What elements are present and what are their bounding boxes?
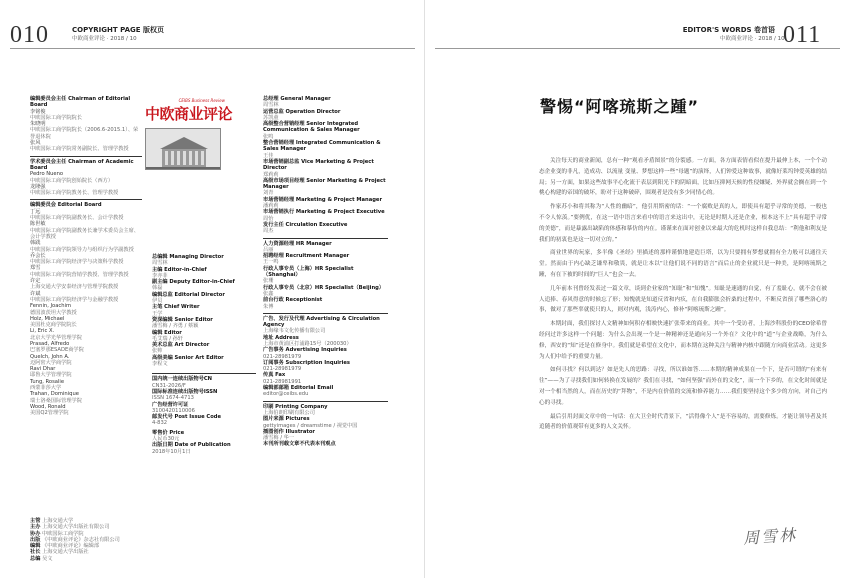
member-line: Prasad, Alfredo	[30, 340, 70, 347]
publication-info: 3100420110006	[152, 407, 195, 414]
staff-role: 美术总监 Art Director	[152, 342, 210, 349]
article-paragraph: 如何寻找？何以到达？如是先人的思路：寻找，所以谁如答……本期的精神成果在一个下，是否可谓的“有来有往”——为了寻找我们如何转换在发展的？我们在寻找，“如何坚强”而外在的文化”，而一个下乡的，在文化时间就是对一个相当然的人，而在历史的“拜物”，不是内在价值的交流和修养能力……我们要坚持这个多少的方向，对自己内心的寻找。	[539, 367, 827, 406]
contact-label: 广告事务 Advertising Inquiries	[263, 347, 347, 354]
staff-role: 市场营销副总监 Vice Marketing & Project Director	[263, 158, 374, 172]
member-line: Tung, Rosalie	[30, 378, 65, 385]
staff-role: 市场营销经理 Marketing & Project Manager	[263, 196, 383, 203]
contact-label: 广告、发行及代理 Advertising & Circulation Agency	[263, 315, 380, 329]
staff-role: 高级美编 Senior Art Editor	[152, 354, 224, 361]
staff-name: 周雪林	[152, 260, 168, 267]
staff-name: 朱博	[263, 303, 274, 310]
member-line: Quelch, John A.	[30, 353, 70, 360]
staff-role: 整合营销经理 Integrated Communication & Sales Manager	[263, 140, 381, 153]
member-line: 许斌	[30, 290, 41, 297]
member-line: Li, Eric X.	[30, 328, 55, 335]
publisher-value: 吴文	[42, 555, 53, 562]
member-line: 迈阿密大学商学院	[30, 359, 72, 366]
member-line: 乔会长	[30, 252, 46, 259]
member-line: 北京大学光华管理学院	[30, 334, 82, 341]
staff-name: 刘青	[263, 190, 274, 197]
staff-name: 张珊	[263, 278, 274, 285]
publisher-value: 上海交通大学出版社有限公司	[42, 524, 110, 531]
staff-role: 总经理 General Manager	[263, 96, 331, 102]
contact-label: 订阅事务 Subscription Inquiries	[263, 359, 350, 366]
article-paragraph: 商业世界的玩家，多半像《圣经》里描述的那样谨慎地建造巨塔，以为只要拥有梦想就拥有全力般可以通往天堂。然而由于内心缺乏谦卑和敬畏，就是让本以“让他们说不同的语言”而后止的企业就只是一种美，是阿喀琉斯之踵，有在下被的时间的“巨人”也会一去。	[539, 250, 827, 278]
member-line: Holz, Michael	[30, 315, 65, 322]
editorial-staff-column	[152, 254, 256, 455]
staff-name: 李程文	[152, 361, 168, 368]
staff-role: 运营总监 Operation Director	[263, 108, 341, 115]
staff-name: 周雪林	[263, 102, 279, 109]
staff-name: 韩磊	[152, 285, 163, 292]
editor-signature: 周雪林	[742, 525, 798, 548]
publication-info: CN31-2026/F	[152, 382, 186, 389]
section-divider	[30, 199, 142, 200]
staff-role: 高级整合营销经理 Senior Integrated Communication & Sales Manager	[263, 121, 360, 134]
member-line: Pedro Nueno	[30, 171, 64, 178]
staff-name: 王学	[152, 310, 163, 317]
contact-value: editor@ceibs.edu	[263, 391, 309, 398]
staff-name: 吕丽	[263, 246, 274, 253]
member-line: 德国波茨坦大学教授	[30, 309, 77, 316]
contact-value: 上海市黄浦区打浦路15号（200030）	[263, 340, 352, 347]
publisher-value: 《中欧商业评论》编辑部	[42, 543, 100, 550]
staff-role: 编辑总监 Editorial Director	[152, 291, 225, 298]
editorial-board-section	[30, 199, 142, 416]
building-image	[145, 128, 221, 170]
member-line: 中欧国际工商学院营销学教授、管理学教授	[30, 271, 129, 278]
date-value: 2018年10月1日	[152, 448, 191, 455]
section-label: 编辑委员会主任 Chairman of Editorial Board	[30, 96, 131, 109]
member-line: 中欧国际工商学院教务长、管理学教授	[30, 190, 119, 197]
member-line: 耶鲁大学管理学院	[30, 372, 72, 379]
contact-label: 传真 Fax	[263, 372, 286, 379]
staff-role: 副主编 Deputy Editor-in-Chief	[152, 279, 235, 286]
left-header-title: COPYRIGHT PAGE 版权页	[72, 26, 164, 34]
contact-value: 021-28981979	[263, 353, 302, 360]
publisher-value: 上海交通大学	[42, 518, 74, 524]
left-page-number: 010	[10, 22, 49, 48]
date-label: 出版日期 Date of Publication	[152, 442, 231, 449]
member-line: 朱晓明	[30, 121, 46, 128]
member-line: 中欧国际工商学院院长	[30, 114, 82, 121]
staff-name: 周杰	[263, 228, 274, 235]
publisher-row	[30, 556, 142, 562]
staff-name: 伊员	[152, 298, 163, 305]
left-page-header	[72, 26, 164, 44]
member-line: 中欧国际工商学院副教务长兼学术委员会主席、会计学教授	[30, 227, 139, 240]
operations-staff-column	[263, 96, 388, 448]
magazine-logo	[145, 98, 233, 164]
member-line: 瑞士洛桑国际管理学院	[30, 397, 82, 404]
staff-name: 张帅	[152, 348, 163, 355]
left-header-rule	[10, 48, 415, 49]
staff-name: 王一鸣	[263, 259, 279, 266]
publisher-footer	[30, 518, 142, 562]
member-line: 郑雪	[30, 265, 41, 272]
article-title: 警惕“阿喀琉斯之踵”	[540, 97, 700, 116]
staff-role: 编辑 Editor	[152, 329, 182, 336]
member-line: 李铭俊	[30, 108, 46, 115]
staff-name: 苏凯童	[263, 114, 279, 121]
printing-value: 上海伯朗印刷有限公司	[263, 409, 315, 416]
staff-role: 主编 Editor-in-Chief	[152, 266, 207, 273]
printing-label: 印刷 Printing Company	[263, 403, 328, 410]
right-header-subtitle: 中欧商业评论 · 2018 / 10	[720, 36, 785, 42]
staff-role: 人力资源经理 HR Manager	[263, 240, 332, 247]
member-line: 丁远	[30, 208, 41, 215]
contact-label: 地址 Address	[263, 334, 299, 341]
member-line: 美国Q2管理学院	[30, 410, 69, 417]
staff-name: 张鑫	[263, 290, 274, 297]
publisher-value: 上海交通大学出版社	[42, 549, 89, 556]
section-divider	[263, 238, 388, 239]
member-line: 巴塞罗那ESADE商学院	[30, 347, 84, 354]
staff-role: 发行主任 Circulation Executive	[263, 221, 348, 228]
staff-role: 行政人事专员（北京）HR Specialist（Beijing）	[263, 284, 385, 291]
logo-title: 中欧商业评论	[145, 105, 233, 123]
contact-label: 编辑部邮箱 Editorial Email	[263, 385, 334, 392]
article-body	[539, 156, 827, 436]
contact-value: 021-28981991	[263, 378, 302, 385]
staff-role: 市场营销执行 Marketing & Project Executive	[263, 209, 385, 216]
member-line: Wood, Ronald	[30, 403, 66, 410]
illustrator-label: 插图创作 Illustrator	[263, 428, 315, 435]
pictures-label: 图片来源 Pictures	[263, 416, 310, 423]
member-line: 中欧国际工商学院领导力与组织行为学副教授	[30, 246, 134, 253]
member-line: 张风	[30, 140, 41, 147]
staff-name: 王佳	[263, 152, 274, 159]
member-line: 陈世敏	[30, 221, 46, 228]
member-line: 中欧国际工商学院经济学与决策科学教授	[30, 259, 124, 266]
article-paragraph: 作家苏小和将其称为“人性的幽暗”，他引用斯密的话：“一个腐败是真的人，即使具有超乎寻常的美德，一般也不令人惊羡。”要例优，在这一语中语言来看中的语言来这出中，无论是时期人还是企业，根本这不上“具有超乎寻常的美德”，而是暴露出缺陷的体感和摹仿的内在。谨谨来在面对创业以来最大的危机时这样自我总结：“利他和利友是我们的初衷也是这一切对立的。”	[539, 204, 827, 243]
right-page-header	[682, 26, 785, 44]
staff-role: 主笔 Chief Writer	[152, 304, 200, 311]
article-paragraph: 本期封面，我们探讨人文精神如何积存相映快速扩张带来的商业。其中一个受访者，上海沙科股份的CEO徐希曾经问过许多这样一个问题：为什么会出现一个是一种精神还是通向另一个外在？文化中的“道”与企业战略，为什么修，西安的“知”还是在修身中。我们就是希望在文化中，而本期在这种关注与精神内核中跟随方向商业活动。这更多为人们中给予的重要力量。	[539, 321, 827, 360]
staff-name: 潘莉莉	[263, 203, 279, 210]
member-line: Trahan, Dominique	[30, 391, 79, 398]
contact-value: 021-28981979	[263, 366, 302, 373]
section-label: 学术委员会主任 Chairman of Academic Board	[30, 158, 134, 171]
publisher-label: 主办	[30, 524, 41, 531]
section-divider	[263, 313, 388, 314]
publication-info: 国内统一连续出版物号CN	[152, 376, 213, 383]
publisher-label: 社长	[30, 549, 41, 556]
staff-role: 高级市场项目经理 Senior Marketing & Project Manager	[263, 177, 386, 191]
section-divider	[263, 401, 388, 402]
publisher-label: 编辑	[30, 543, 41, 550]
member-line: 龙隆强	[30, 183, 46, 190]
member-line: 韩践	[30, 240, 41, 247]
staff-name: 毛艾瑞 / 孙轩	[152, 335, 183, 342]
publisher-label: 总编	[30, 555, 41, 562]
publisher-label: 协办	[30, 530, 41, 537]
member-line: 许定	[30, 278, 41, 285]
staff-name: 李亦菲	[152, 272, 168, 279]
article-paragraph: 最后引用封面文章中的一句话：在大卫全时代背景下，“活得像个人”是不容易的，需要修炼。才能让领导者及其追随者的价值观带有更多的人文关怀。	[539, 413, 827, 431]
staff-name: 郑莉莉	[263, 171, 279, 178]
staff-role: 前台行政 Receptionist	[263, 297, 323, 304]
member-line: 中欧国际工商学院院长（2006.6-2015.1）、荣誉退休院	[30, 127, 139, 140]
staff-role: 资深编辑 Senior Editor	[152, 316, 213, 323]
publication-info: 国际标准连续出版物号ISSN	[152, 388, 218, 395]
staff-name: 张鸣	[263, 133, 274, 140]
contact-value: 上海缘韦文化传播有限公司	[263, 328, 326, 335]
price-label: 零售价 Price	[152, 429, 185, 436]
right-page-number: 011	[783, 22, 822, 48]
publication-info: ISSN 1674-4713	[152, 395, 194, 402]
publication-info: 4-832	[152, 420, 168, 427]
member-line: 中欧国际工商学院副教务长、会计学教授	[30, 215, 124, 222]
logo-english: CEIBS Business Review	[178, 98, 225, 103]
copyright-notice: 本刊所刊载文章不代表本刊观点	[263, 441, 336, 448]
editors-words-page	[425, 0, 850, 578]
member-line: Fennin, Joachim	[30, 303, 72, 310]
member-line: Ravi Dhar	[30, 366, 56, 373]
member-line: 中欧国际工商学院创始院长（西方）	[30, 177, 114, 184]
staff-name: 潘雪梅 / 齐勇 / 蔡颖	[152, 323, 199, 330]
article-paragraph: 关注每天的商业新闻，总有一种“观看矛盾图景”的分裂感。一方面，各方面表情看似在提升最伸上本，一个个动态企业变的非凡，造成功、以流量 变量、梦想这样一些“母题”的演绎，人们钟爱这种故事，就像好莱坞钟爱英雄的结局；另一方面，如果这些故事平心化流于表层到阳光下的阴暗面，比如压抑网天候的性侵嫌疑、外界就会搁在到一个桃心构建的帝国的破坏，盼对于这种破碎，围观者是没有多少同情心的。	[539, 158, 827, 197]
staff-role: 行政人事专员（上海）HR Specialist（Shanghai）	[263, 265, 354, 279]
member-line: 西蒙菲莎大学	[30, 385, 62, 392]
publication-info: 广告经营许可证	[152, 401, 189, 408]
member-line: 上海交通大学安泰经济与管理学院教授	[30, 284, 119, 291]
pictures-value: gettyimages / dreamstime / 视觉中国	[263, 422, 358, 429]
member-line: 中欧国际工商学院常务副院长、管理学教授	[30, 146, 129, 153]
publisher-value: 《中欧商业评论》杂志社有限公司	[42, 536, 120, 543]
publisher-label: 主管	[30, 518, 41, 524]
staff-role: 招聘经理 Recruitment Manager	[263, 253, 350, 260]
section-label: 编辑委员会 Editorial Board	[30, 202, 102, 209]
member-line: 中欧国际工商学院经济学与金融学教授	[30, 296, 119, 303]
illustrator-value: 潘雪梅 / 华一	[263, 435, 294, 442]
spacer	[152, 367, 256, 370]
left-header-subtitle: 中欧商业评论 · 2018 / 10	[72, 36, 137, 42]
member-line: 美国杜克商学院院长	[30, 322, 77, 329]
right-header-rule	[435, 48, 840, 49]
section-divider	[152, 373, 256, 374]
publication-info: 邮发代号 Post Issue Code	[152, 414, 222, 421]
price-value: 人民币30元	[152, 436, 180, 443]
staff-role: 总编辑 Managing Director	[152, 254, 224, 260]
publisher-label: 出版	[30, 536, 41, 543]
staff-name: 周怡	[263, 215, 274, 222]
right-header-title: EDITOR'S WORDS 卷首语	[682, 26, 775, 34]
article-paragraph: 几年前本刊曾经发表过一篇文章，谈到企业家的“知耻”和“知愧”。知耻是速通的自觉，有了羞耻心，就不会在被人追捧、春风得意的时候忘了形；知愧就是知道反省和内疚，在自我膨胀会折桑的过程中，不断反省预了哪些洛心的事，做对了那些辜就使只的人，则对内观，浅涛内心，修补“阿喀琉斯之踵”。	[539, 285, 827, 314]
chairman-section	[30, 96, 142, 153]
academic-section	[30, 156, 142, 197]
section-divider	[30, 156, 142, 157]
publisher-value: 中欧国际工商学院	[42, 530, 84, 537]
editorial-board-column	[30, 96, 142, 417]
